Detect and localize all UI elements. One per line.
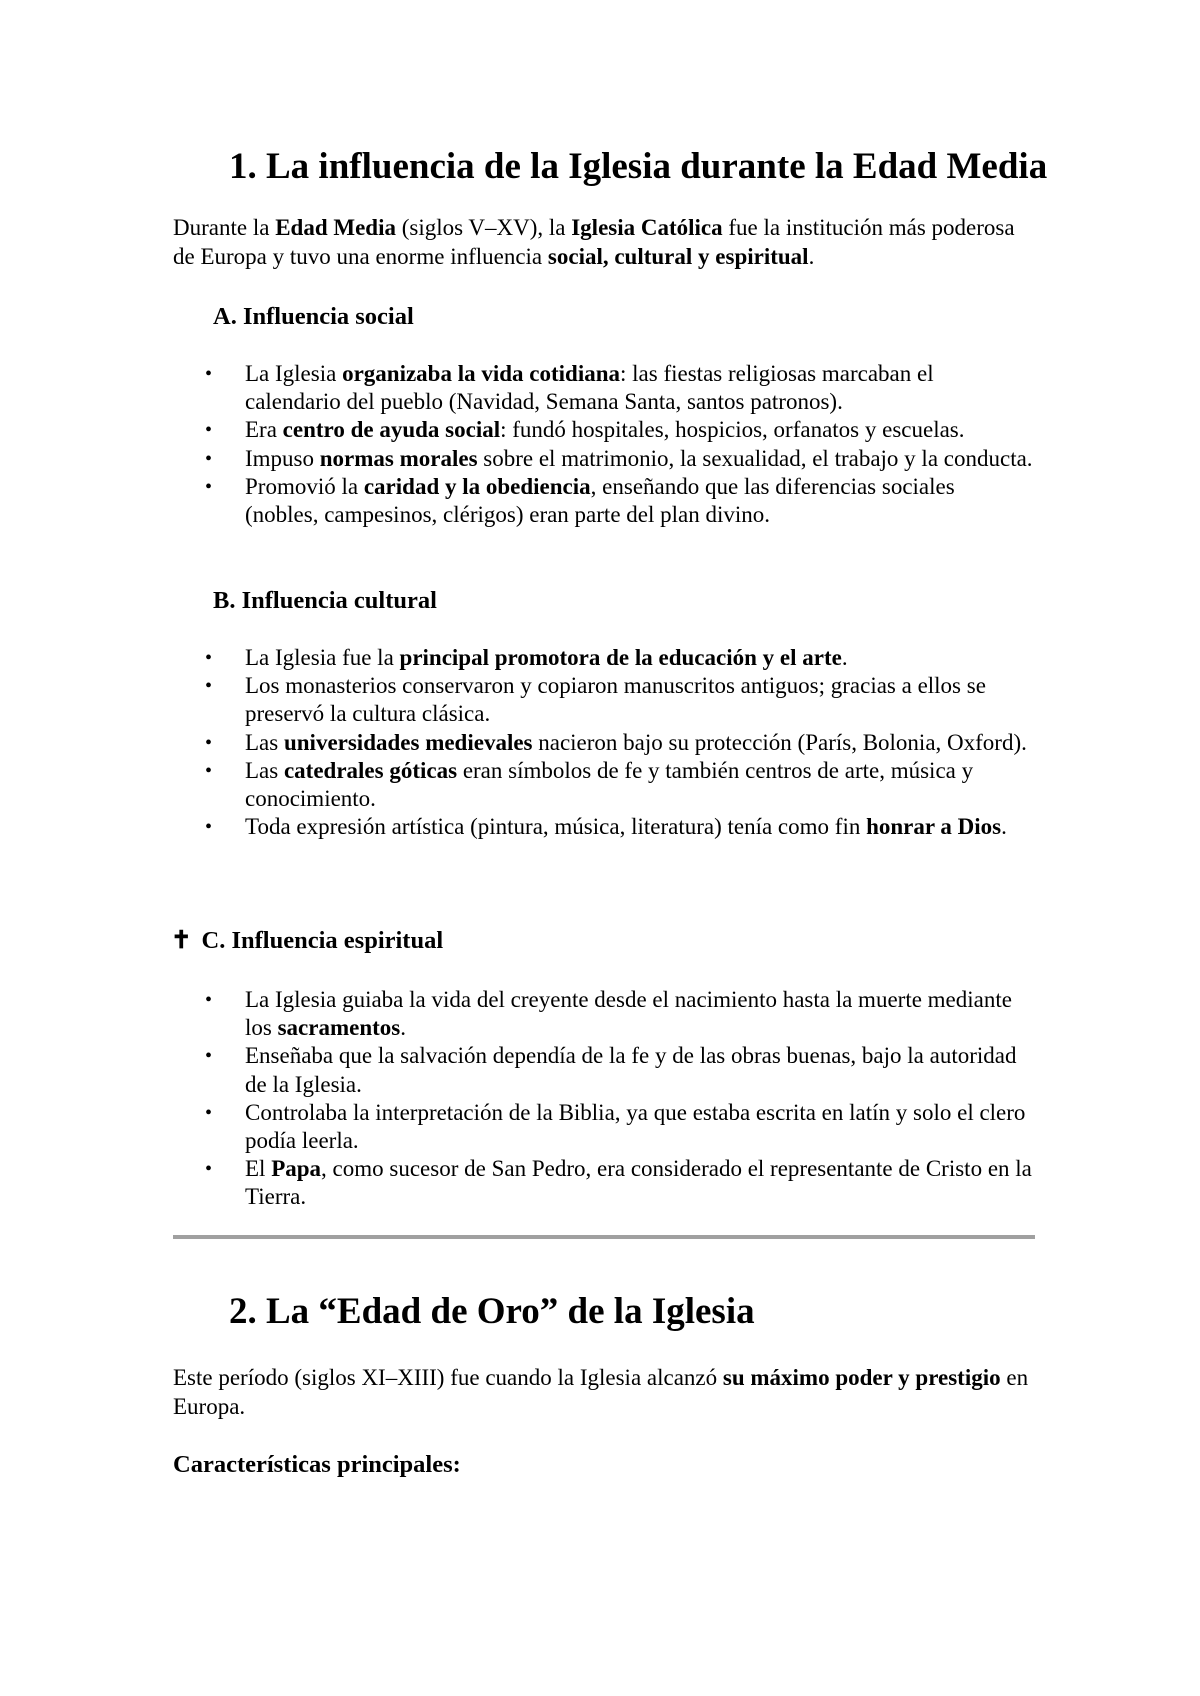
bullet-icon: • <box>205 759 213 782</box>
cross-icon: ✝ <box>171 927 192 954</box>
bullet-icon: • <box>205 419 213 442</box>
list-item <box>173 1042 1033 1098</box>
text-run: Impuso <box>245 445 320 471</box>
list-item <box>173 416 1033 444</box>
text-run: en Europa. <box>173 1365 1029 1419</box>
subsection-c-title: C. Influencia espiritual <box>201 927 444 954</box>
section-2-intro <box>173 1364 1033 1421</box>
text-run: Los monasterios conservaron y copiaron manuscritos antiguos; gracias a ellos se preservó la cultura clásica. <box>245 673 986 727</box>
section-1-heading: 1. La influencia de la Iglesia durante la Edad Media <box>229 146 1048 187</box>
list-item <box>173 986 1033 1042</box>
bold-text: Edad Media <box>275 215 396 240</box>
list-item <box>173 729 1033 757</box>
section-2-heading: 2. La “Edad de Oro” de la Iglesia <box>229 1291 755 1332</box>
bold-text: sacramentos <box>277 1015 401 1041</box>
text-run: (siglos V–XV), la <box>395 215 572 240</box>
horizontal-divider <box>173 1235 1035 1239</box>
list-item <box>173 757 1033 813</box>
bullet-icon: • <box>205 363 213 385</box>
bold-text: honrar a Dios <box>866 814 1002 840</box>
bullet-icon: • <box>205 816 213 839</box>
list-item <box>173 644 1033 672</box>
text-run: La Iglesia <box>245 361 343 386</box>
subsection-b-heading: B. Influencia cultural <box>213 587 437 614</box>
bold-text: universidades medievales <box>283 729 533 755</box>
text-run: La Iglesia fue la <box>245 645 400 670</box>
features-heading: Características principales: <box>173 1451 461 1478</box>
text-run: Promovió la <box>245 473 364 499</box>
bold-text: organizaba la vida cotidiana <box>342 361 621 386</box>
text-run: Controlaba la interpretación de la Biblia, ya que estaba escrita en latín y solo el clero podía leerla. <box>245 1099 1026 1154</box>
bullet-icon: • <box>205 1045 213 1068</box>
text-run: fue la institución más poderosa de Europa y tuvo una enorme influencia <box>173 215 1015 269</box>
text-run: Las <box>245 757 284 783</box>
bold-text: Papa <box>271 1156 322 1182</box>
text-run: . <box>808 243 815 269</box>
list-item <box>173 445 1033 473</box>
bold-text: principal promotora de la educación y el arte <box>399 645 842 670</box>
bullet-icon: • <box>205 989 213 1011</box>
bullet-icon: • <box>205 675 213 698</box>
text-run: sobre el matrimonio, la sexualidad, el trabajo y la conducta. <box>477 445 1033 471</box>
list-item <box>173 473 1033 529</box>
subsection-a-list <box>173 360 1033 529</box>
text-run: Este período (siglos XI–XIII) fue cuando la Iglesia alcanzó <box>173 1365 723 1390</box>
text-run: . <box>841 645 848 670</box>
list-item <box>173 813 1033 841</box>
bullet-icon: • <box>205 475 213 498</box>
subsection-a-heading: A. Influencia social <box>213 303 414 330</box>
text-run: nacieron bajo su protección (París, Bolonia, Oxford). <box>532 729 1027 755</box>
text-run: Era <box>245 417 283 443</box>
list-item <box>173 1099 1033 1155</box>
bold-text: normas morales <box>319 445 478 471</box>
bullet-icon: • <box>205 1158 213 1181</box>
bullet-icon: • <box>205 1101 213 1124</box>
subsection-c-list <box>173 986 1033 1212</box>
text-run: : fundó hospitales, hospicios, orfanatos y escuelas. <box>500 417 965 443</box>
text-run: , enseñando que las diferencias sociales (nobles, campesinos, clérigos) eran parte del plan divino. <box>245 473 955 528</box>
text-run: , como sucesor de San Pedro, era considerado el representante de Cristo en la Tierra. <box>245 1156 1032 1210</box>
text-run: Las <box>245 729 284 755</box>
text-run: Durante la <box>173 215 276 240</box>
text-run: El <box>245 1156 272 1182</box>
bold-text: catedrales góticas <box>283 757 458 783</box>
list-item <box>173 360 1033 416</box>
bold-text: centro de ayuda social <box>282 417 501 443</box>
text-run: Toda expresión artística (pintura, música, literatura) tenía como fin <box>245 814 867 840</box>
bold-text: caridad y la obediencia <box>363 473 591 499</box>
text-run: La Iglesia guiaba la vida del creyente desde el nacimiento hasta la muerte mediante los <box>245 987 1012 1041</box>
subsection-b-list <box>173 644 1033 841</box>
text-run: : las fiestas religiosas marcaban el calendario del pueblo (Navidad, Semana Santa, santos patronos). <box>245 361 934 415</box>
bullet-icon: • <box>205 731 213 754</box>
bold-text: su máximo poder y prestigio <box>722 1365 1001 1390</box>
list-item <box>173 1155 1033 1211</box>
text-run: Enseñaba que la salvación dependía de la fe y de las obras buenas, bajo la autoridad de la Iglesia. <box>245 1043 1017 1097</box>
section-1-intro <box>173 214 1033 271</box>
bold-text: social, cultural y espiritual <box>547 243 809 269</box>
text-run: . <box>1001 814 1007 840</box>
text-run: . <box>400 1015 406 1041</box>
bullet-icon: • <box>205 447 213 470</box>
bold-text: Iglesia Católica <box>571 215 723 240</box>
text-run: eran símbolos de fe y también centros de arte, música y conocimiento. <box>245 757 974 812</box>
bullet-icon: • <box>205 647 213 669</box>
subsection-c-heading <box>171 926 443 956</box>
list-item <box>173 672 1033 728</box>
